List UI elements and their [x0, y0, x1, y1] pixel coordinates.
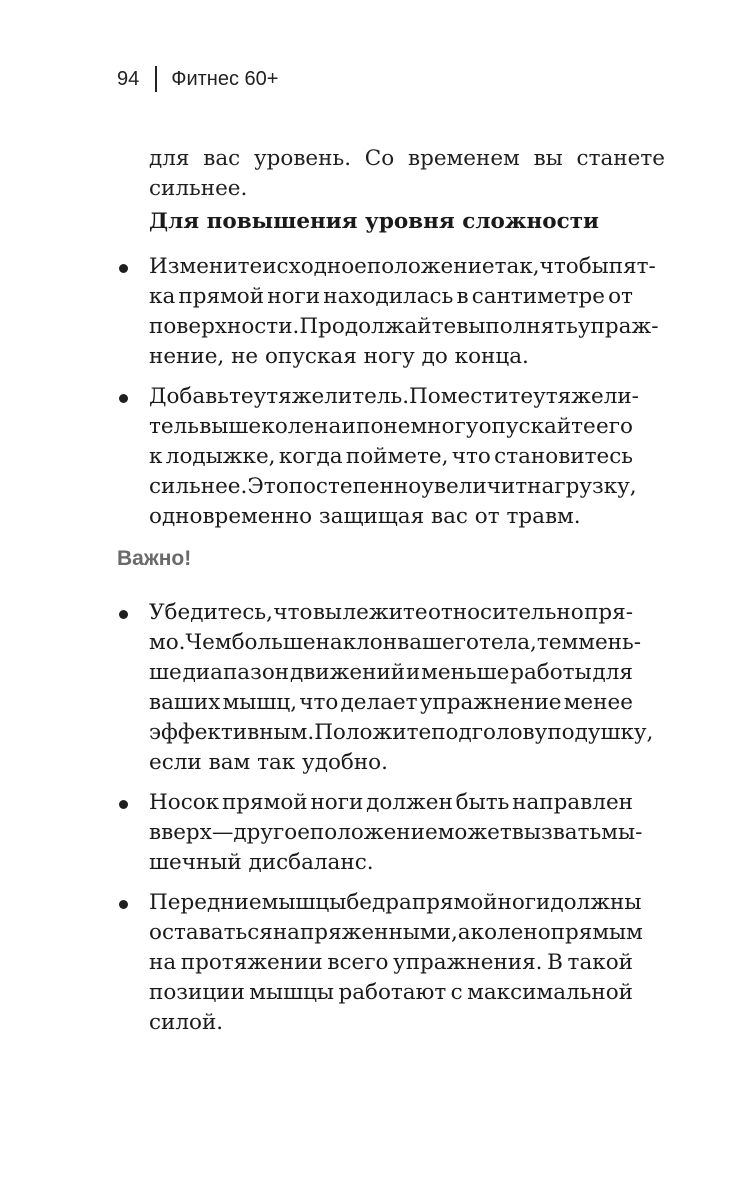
important-list	[117, 598, 654, 1038]
intro-paragraph	[117, 144, 665, 204]
text-line: для вас уровень. Со временем вы станете	[149, 146, 665, 171]
list-item	[117, 788, 643, 878]
text-line: Измените исходное положение так, чтобы пят-	[149, 254, 656, 279]
bullet-icon	[119, 800, 128, 809]
important-heading: Важно!	[117, 547, 192, 570]
section-subheading: Для повышения уровня сложности	[149, 209, 599, 234]
text-line: эффективным. Положите под голову подушку,	[149, 720, 654, 745]
list-item	[117, 252, 659, 372]
running-title: Фитнес 60+	[171, 67, 279, 90]
text-line: Носок прямой ноги должен быть направлен	[149, 790, 633, 815]
bullet-icon	[119, 900, 128, 909]
text-line: нение, не опуская ногу до конца.	[149, 344, 529, 369]
list-item	[117, 888, 643, 1038]
text-line: Добавьте утяжелитель. Поместите утяжели-	[149, 384, 639, 409]
text-line: сильнее.	[149, 176, 248, 201]
text-line: одновременно защищая вас от травм.	[149, 504, 581, 529]
list-item	[117, 382, 639, 532]
bullet-icon	[119, 610, 128, 619]
running-header	[117, 66, 278, 92]
text-line: шечный дисбаланс.	[149, 850, 374, 875]
header-divider	[155, 66, 157, 92]
text-line: оставаться напряженными, а колено прямым	[149, 920, 643, 945]
text-line: мо. Чем больше наклон вашего тела, тем мень-	[149, 630, 641, 655]
list-item	[117, 598, 654, 778]
bullet-icon	[119, 264, 128, 273]
text-line: силой.	[149, 1010, 224, 1035]
text-line: Убедитесь, что вы лежите относительно пря-	[149, 600, 633, 625]
text-line: вверх — другое положение может вызвать мы-	[149, 820, 643, 845]
text-line: тель выше колена и понемногу опускайте его	[149, 414, 633, 439]
text-line: ка прямой ноги находилась в сантиметре от	[149, 284, 633, 309]
text-line: к лодыжке, когда поймете, что становитесь	[149, 444, 633, 469]
text-line: позиции мышцы работают с максимальной	[149, 980, 633, 1005]
difficulty-list	[117, 252, 659, 532]
bullet-icon	[119, 394, 128, 403]
text-line: Передние мышцы бедра прямой ноги должны	[149, 890, 642, 915]
text-line: на протяжении всего упражнения. В такой	[149, 950, 633, 975]
text-line: ваших мышц, что делает упражнение менее	[149, 690, 633, 715]
text-line: сильнее. Это постепенно увеличит нагрузку,	[149, 474, 637, 499]
page-number: 94	[117, 67, 140, 90]
text-line: если вам так удобно.	[149, 750, 388, 775]
text-line: ше диапазон движений и меньше работы для	[149, 660, 633, 685]
text-line: поверхности. Продолжайте выполнять упраж-	[149, 314, 659, 339]
